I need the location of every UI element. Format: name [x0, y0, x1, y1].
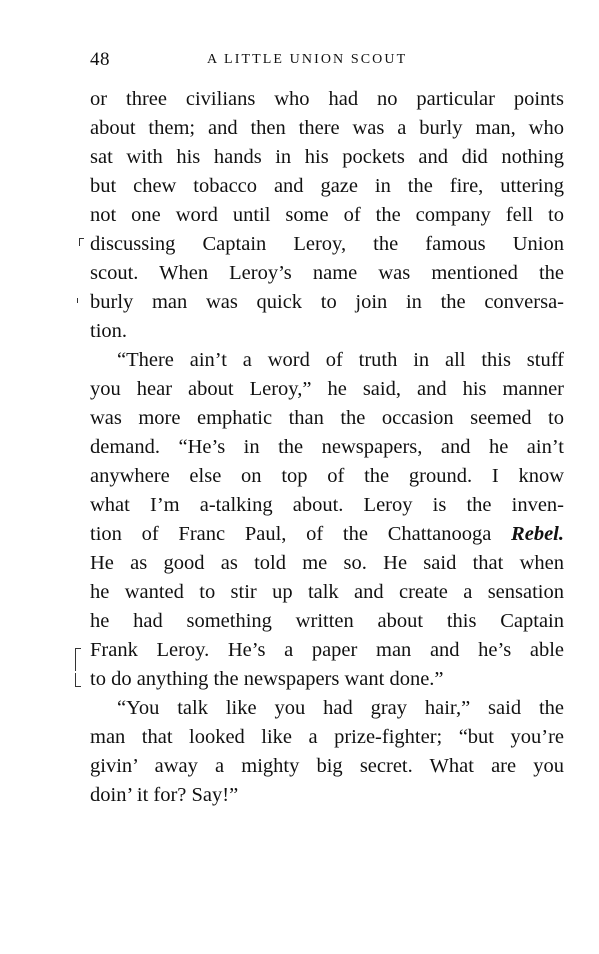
paragraph-2	[90, 346, 564, 694]
margin-tick-mark	[77, 298, 79, 303]
margin-bracket-mark	[75, 648, 81, 671]
text-line: anywhere else on top of the ground. I know	[90, 465, 564, 487]
text-line: but chew tobacco and gaze in the fire, uttering	[90, 175, 564, 197]
text-line: sat with his hands in his pockets and did nothing	[90, 146, 564, 168]
text-line: discussing Captain Leroy, the famous Union	[90, 233, 564, 255]
text-line: to do anything the newspapers want done.”	[90, 668, 444, 690]
text-line-with-italic	[90, 520, 564, 549]
text-line: you hear about Leroy,” he said, and his manner	[90, 378, 564, 400]
text-line: not one word until some of the company fell to	[90, 204, 564, 226]
text-line: demand. “He’s in the newspapers, and he ain’t	[90, 436, 564, 458]
text-line: burly man was quick to join in the conversa-	[90, 291, 564, 313]
text-line: man that looked like a prize-fighter; “but you’re	[90, 726, 564, 748]
text-line: doin’ it for? Say!”	[90, 784, 239, 806]
text-fragment: tion of Franc Paul, of the Chattanooga	[90, 523, 492, 545]
running-title: A LITTLE UNION SCOUT	[207, 52, 408, 67]
text-line: about them; and then there was a burly man, who	[90, 117, 564, 139]
text-line: scout. When Leroy’s name was mentioned the	[90, 262, 564, 284]
body-text	[90, 85, 564, 810]
paragraph-3	[90, 694, 564, 810]
text-line: “You talk like you had gray hair,” said the	[117, 697, 564, 719]
text-line: Frank Leroy. He’s a paper man and he’s able	[90, 639, 564, 661]
italic-newspaper-name: Rebel.	[511, 523, 564, 545]
text-line: what I’m a-talking about. Leroy is the inven-	[90, 494, 564, 516]
text-line: “There ain’t a word of truth in all this stuff	[117, 349, 564, 371]
margin-bracket-mark	[75, 673, 81, 687]
paragraph-1	[90, 85, 564, 346]
page-number: 48	[90, 49, 110, 70]
text-line: givin’ away a mighty big secret. What are you	[90, 755, 564, 777]
text-line: or three civilians who had no particular points	[90, 88, 564, 110]
text-line: tion.	[90, 320, 128, 342]
margin-corner-mark	[79, 238, 84, 246]
text-line: was more emphatic than the occasion seemed to	[90, 407, 564, 429]
text-line: he had something written about this Captain	[90, 610, 564, 632]
text-line: He as good as told me so. He said that when	[90, 552, 564, 574]
page-header	[90, 49, 564, 73]
text-line: he wanted to stir up talk and create a sensation	[90, 581, 564, 603]
